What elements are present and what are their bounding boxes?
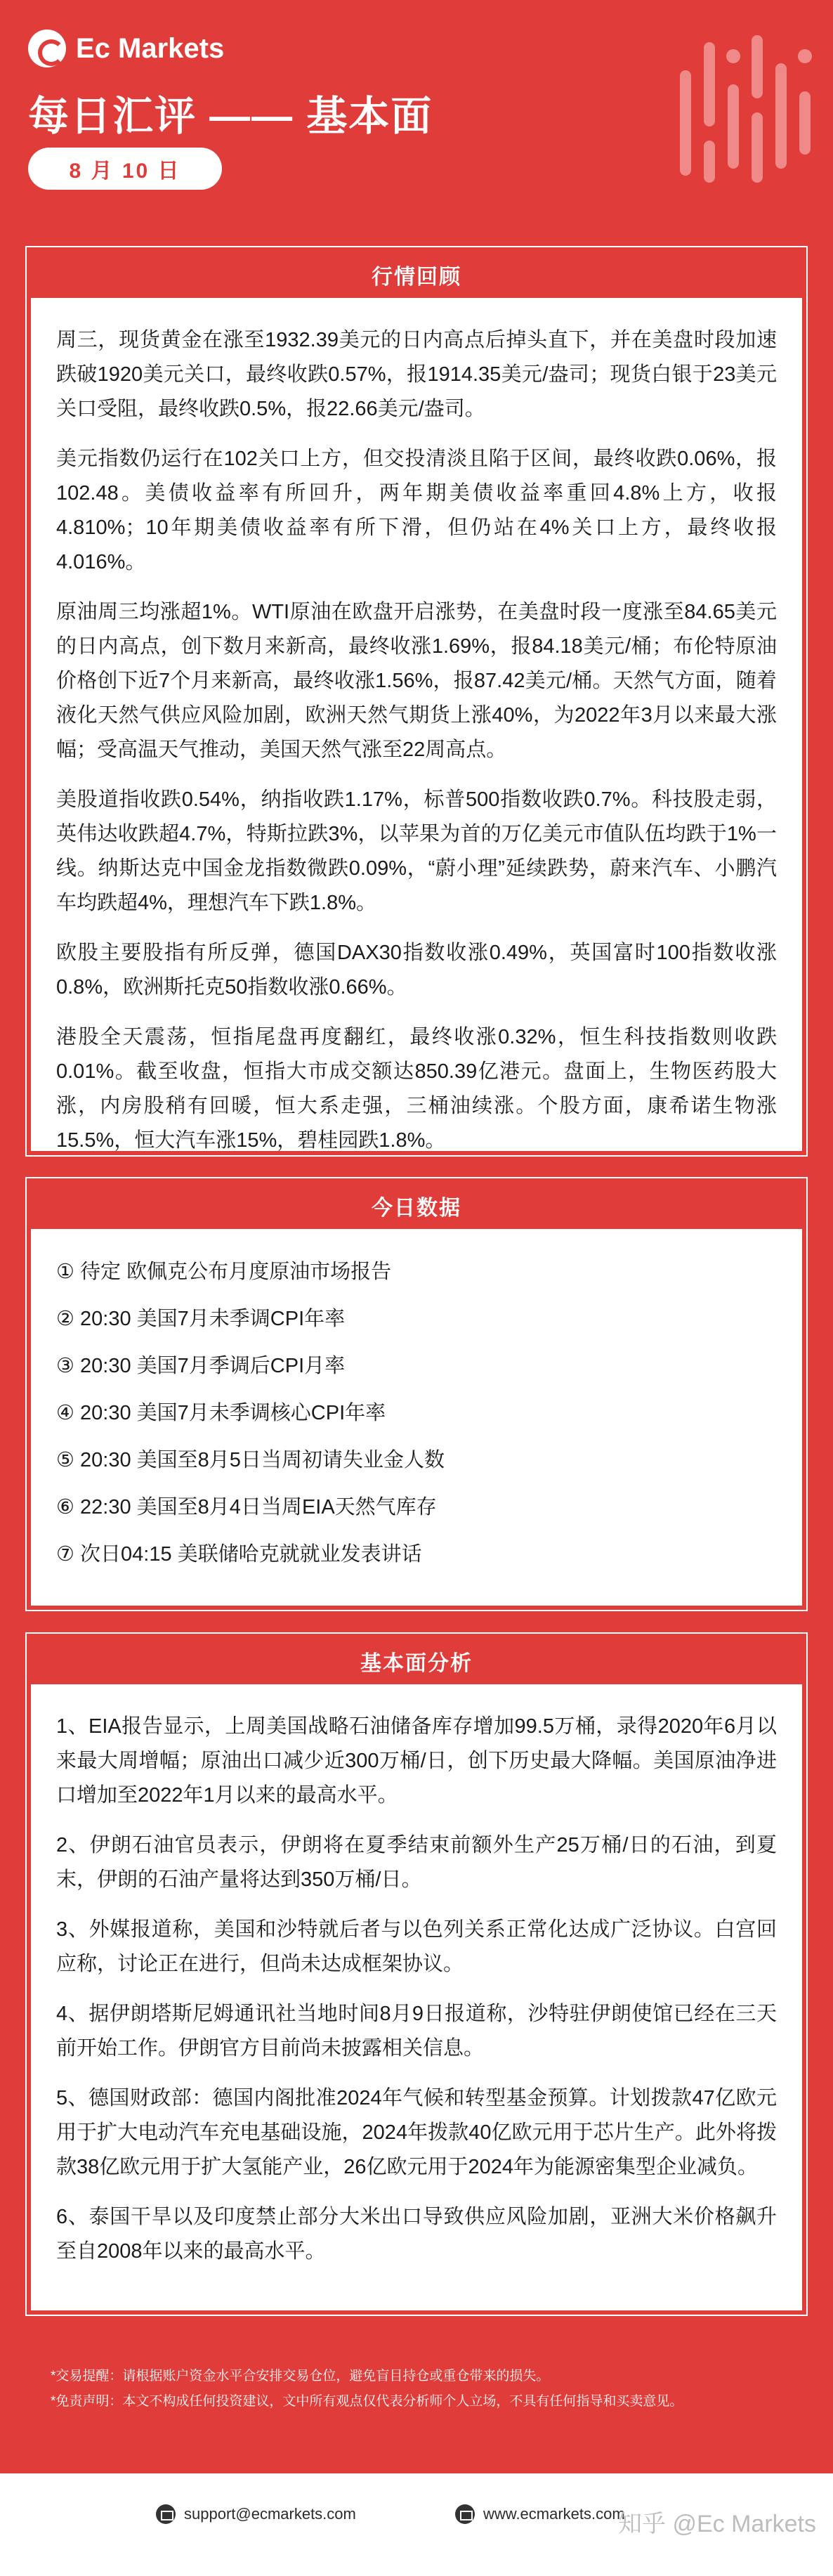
market-review-card [27,247,806,1155]
data-item: ⑤ 20:30 美国至8月5日当周初请失业金人数 [56,1449,445,1471]
mail-icon [156,2504,176,2524]
data-item: ⑦ 次日04:15 美联储哈克就就业发表讲话 [56,1543,422,1566]
data-item: ⑥ 22:30 美国至8月4日当周EIA天然气库存 [56,1496,437,1518]
today-data-title: 今日数据 [31,1183,802,1229]
review-paragraph: 美股道指收跌0.54%，纳指收跌1.17%，标普500指数收跌0.7%。科技股走弱，英伟达收跌超4.7%，特斯拉跌3%，以苹果为首的万亿美元市值队伍均跌于1%一线。纳斯达克中国金龙指数微跌0.09%，“蔚小理”延续跌势，蔚来汽车、小鹏汽车均跌超4%，理想汽车下跌1.8%。 [56,788,777,914]
header [0,0,833,239]
fundamental-paragraph: 2、伊朗石油官员表示，伊朗将在夏季结束前额外生产25万桶/日的石油，到夏末，伊朗的石油产量将达到350万桶/日。 [56,1834,777,1891]
page-title: 每日汇评 —— 基本面 [28,93,433,139]
logo-icon [28,30,66,67]
footer-notes [51,2364,788,2414]
brand-name: Ec Markets [76,32,225,64]
data-item: ② 20:30 美国7月未季调CPI年率 [56,1308,346,1330]
review-paragraph: 周三，现货黄金在涨至1932.39美元的日内高点后掉头直下，并在美盘时段加速跌破1920美元关口，最终收跌0.57%，报1914.35美元/盎司；现货白银于23美元关口受阻，最终收跌0.5%，报22.66美元/盎司。 [56,329,777,420]
review-paragraph: 原油周三均涨超1%。WTI原油在欧盘开启涨势，在美盘时段一度涨至84.65美元的日内高点，创下数月来新高，最终收涨1.69%，报84.18美元/桶；布伦特原油价格创下近7个月来新高，最终收涨1.56%，报87.42美元/桶。天然气方面，随着液化天然气供应风险加剧，欧洲天然气期货上涨40%，为2022年3月以来最大涨幅；受高温天气推动，美国天然气涨至22周高点。 [56,601,777,761]
data-item: ③ 20:30 美国7月季调后CPI月率 [56,1355,346,1377]
fundamental-paragraph: 3、外媒报道称，美国和沙特就后者与以色列关系正常化达成广泛协议。白宫回应称，讨论正在进行，但尚未达成框架协议。 [56,1918,777,1975]
fundamental-body [56,1710,777,2284]
email-contact[interactable] [156,2504,356,2524]
market-review-title: 行情回顾 [31,252,802,298]
today-data-card [27,1178,806,1610]
data-item: ④ 20:30 美国7月未季调核心CPI年率 [56,1402,386,1424]
decorative-bars-icon [673,28,813,190]
website-contact[interactable] [455,2504,625,2524]
fundamental-paragraph: 4、据伊朗塔斯尼姆通讯社当地时间8月9日报道称，沙特驻伊朗使馆已经在三天前开始工作。伊朗官方目前尚未披露相关信息。 [56,2003,777,2060]
disclaimer: *免责声明：本文不构成任何投资建议，文中所有观点仅代表分析师个人立场，不具有任何指导和买卖意见。 [51,2394,683,2409]
globe-icon [455,2504,475,2524]
market-review-body [56,323,777,1173]
footer-bar [0,2473,833,2576]
fundamental-paragraph: 1、EIA报告显示，上周美国战略石油储备库存增加99.5万桶，录得2020年6月以来最大周增幅；原油出口减少近300万桶/日，创下历史最大降幅。美国原油净进口增加至2022年1月以来的最高水平。 [56,1715,777,1807]
fundamental-paragraph: 6、泰国干旱以及印度禁止部分大米出口导致供应风险加剧，亚洲大米价格飙升至自2008年以来的最高水平。 [56,2206,777,2263]
brand-logo [28,30,224,67]
email-link[interactable]: support@ecmarkets.com [184,2505,356,2523]
data-item: ① 待定 欧佩克公布月度原油市场报告 [56,1261,392,1283]
fundamental-paragraph: 5、德国财政部：德国内阁批准2024年气候和转型基金预算。计划拨款47亿欧元用于扩大电动汽车充电基础设施，2024年拨款40亿欧元用于芯片生产。此外将拨款38亿欧元用于扩大氢能产业，26亿欧元用于2024年为能源密集型企业减负。 [56,2087,777,2178]
fundamental-title: 基本面分析 [31,1638,802,1684]
review-paragraph: 美元指数仍运行在102关口上方，但交投清淡且陷于区间，最终收跌0.06%，报102.48。美债收益率有所回升，两年期美债收益率重回4.8%上方，收报4.810%；10年期美债收益率有所下滑，但仍站在4%关口上方，最终收报4.016%。 [56,448,777,573]
watermark: 知乎 @Ec Markets [618,2511,816,2537]
review-paragraph: 欧股主要股指有所反弹，德国DAX30指数收涨0.49%，英国富时100指数收涨0.8%，欧洲斯托克50指数收涨0.66%。 [56,942,777,998]
trade-tip: *交易提醒：请根据账户资金水平合安排交易仓位，避免盲目持仓或重仓带来的损失。 [51,2369,550,2383]
date-badge: 8 月 10 日 [28,148,222,190]
review-paragraph: 港股全天震荡，恒指尾盘再度翻红，最终收涨0.32%，恒生科技指数则收跌0.01%。截至收盘，恒指大市成交额达850.39亿港元。盘面上，生物医药股大涨，内房股稍有回暖，恒大系走强，三桶油续涨。个股方面，康希诺生物涨15.5%，恒大汽车涨15%，碧桂园跌1.8%。 [56,1026,777,1152]
today-data-list [56,1249,777,1578]
website-link[interactable]: www.ecmarkets.com [483,2505,625,2523]
fundamental-card [27,1634,806,2315]
